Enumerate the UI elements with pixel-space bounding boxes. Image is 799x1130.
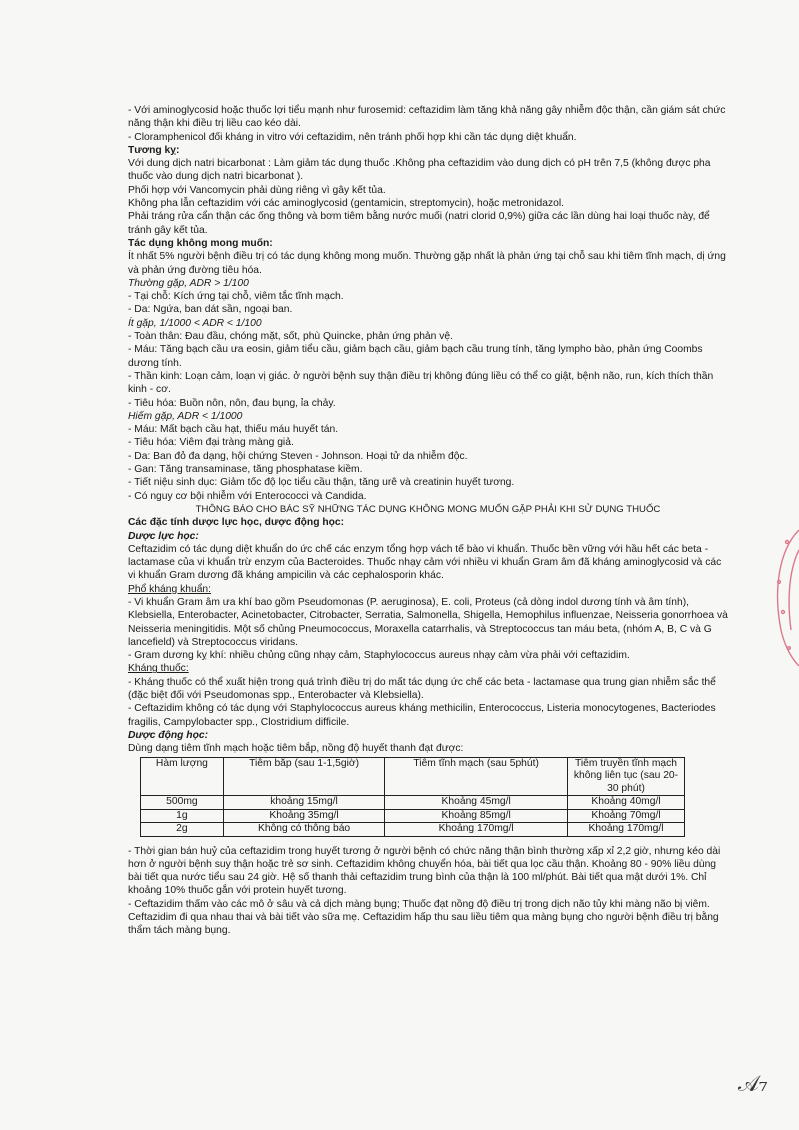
- table-cell: 500mg: [141, 796, 224, 810]
- text-line: Tác dụng không mong muốn:: [128, 237, 273, 249]
- text-line: - Với aminoglycosid hoặc thuốc lợi tiểu mạnh như furosemid: ceftazidim làm tăng khả năng gây nhiễm độc thận, cần giám sát chức năng thận khi điều trị liều cao kéo dài.: [128, 105, 726, 130]
- text-line: - Máu: Tăng bạch cầu ưa eosin, giảm tiểu cầu, giảm bạch cầu, giảm bạch cầu trung tính, tăng lympho bào, phản ứng Coombs dương tính.: [128, 344, 703, 369]
- table-header-cell: Tiêm truyền tĩnh mạch không liên tục (sau 20-30 phút): [568, 757, 685, 796]
- text-line: Ceftazidim có tác dụng diệt khuẩn do ức chế các enzym tổng hợp vách tế bào vi khuẩn. Thuốc bền vững với hầu hết các beta - lactamase của vi khuẩn trừ enzym của Bacteroides. Thuốc nhạy cảm với nhiều vi khuẩn Gram âm đã kháng aminoglycosid và các vi khuẩn Gram dương đã kháng ampicilin và các cephalosporin khác.: [128, 543, 722, 582]
- text-line: - Gram dương kỵ khí: nhiều chủng cũng nhạy cảm, Staphylococcus aureus nhạy cảm vừa phải với ceftazidim.: [128, 650, 630, 662]
- table-cell: Khoảng 170mg/l: [568, 823, 685, 837]
- text-line: Ít nhất 5% người bệnh điều trị có tác dụng không mong muốn. Thường gặp nhất là phản ứng tại chỗ sau khi tiêm tĩnh mạch, dị ứng và phản ứng đường tiêu hóa.: [128, 251, 726, 276]
- text-line: Dùng dạng tiêm tĩnh mạch hoặc tiêm bắp, nồng độ huyết thanh đạt được:: [128, 743, 464, 755]
- text-line: Phối hợp với Vancomycin phải dùng riêng vì gây kết tủa.: [128, 184, 386, 196]
- table-row: [141, 809, 685, 823]
- paragraph: - Thời gian bán huỷ của ceftazidim trong huyết tương ở người bệnh có chức năng thận bình thường xấp xỉ 2,2 giờ, nhưng kéo dài hơn ở người bệnh suy thận hoặc trẻ sơ sinh. Ceftazidim không chuyển hóa, bài tiết qua lọc cầu thận. Khoảng 80 - 90% liều dùng bài tiết qua nước tiểu sau 24 giờ. Hệ số thanh thải ceftazidim trung bình của thận là 100 ml/phút. Bài tiết qua mật dưới 1%. Chỉ khoảng 10% thuốc gắn với protein huyết tương.: [128, 845, 721, 897]
- handwritten-page-mark: 𝒜₇: [738, 1072, 768, 1097]
- table-cell: Khoảng 45mg/l: [385, 796, 568, 810]
- paragraph: - Ceftazidim thấm vào các mô ở sâu và cả dịch màng bụng; Thuốc đạt nồng độ điều trị trong dịch não tủy khi màng não bị viêm. Ceftazidim đi qua nhau thai và bài tiết vào sữa mẹ. Ceftazidim hấp thu sau liều tiêm qua màng bụng cho người bệnh điều trị bằng thẩm tách màng bụng.: [128, 898, 719, 937]
- text-line: Tương kỵ:: [128, 144, 180, 156]
- table-cell: Khoảng 70mg/l: [568, 809, 685, 823]
- text-line: - Da: Ban đỏ đa dạng, hội chứng Steven - Johnson. Hoại tử da nhiễm độc.: [128, 450, 468, 462]
- text-line: - Máu: Mất bạch cầu hạt, thiếu máu huyết tán.: [128, 424, 339, 436]
- table-cell: 1g: [141, 809, 224, 823]
- text-line: Ít gặp, 1/1000 < ADR < 1/100: [128, 317, 262, 329]
- table-cell: Khoảng 85mg/l: [385, 809, 568, 823]
- text-line: Thường gặp, ADR > 1/100: [128, 277, 249, 289]
- text-line: - Kháng thuốc có thể xuất hiện trong quá trình điều trị do mất tác dụng ức chế các beta - lactamase qua trung gian nhiễm sắc thể (đặc biệt đối với Pseudomonas spp., Enterobacter và Klebsiella).: [128, 676, 716, 702]
- text-line: - Gan: Tăng transaminase, tăng phosphatase kiềm.: [128, 464, 363, 476]
- document-lines: [128, 104, 728, 756]
- document-body: [128, 104, 728, 938]
- text-line: - Tiết niệu sinh dục: Giảm tốc độ lọc tiểu cầu thận, tăng urê và creatinin huyết tương.: [128, 477, 515, 489]
- table-cell: 2g: [141, 823, 224, 837]
- red-stamp-fragment: [759, 520, 799, 670]
- table-header-cell: Tiêm bắp (sau 1-1,5giờ): [223, 757, 385, 796]
- table-cell: khoảng 15mg/l: [223, 796, 385, 810]
- text-line: - Toàn thân: Đau đầu, chóng mặt, sốt, phù Quincke, phản ứng phản vệ.: [128, 331, 453, 343]
- text-line: Với dung dịch natri bicarbonat : Làm giảm tác dụng thuốc .Không pha ceftazidim vào dung dịch có pH trên 7,5 (không được pha thuốc vào dung dịch natri bicarbonat ).: [128, 158, 711, 183]
- table-cell: Không có thông báo: [223, 823, 385, 837]
- table-row: [141, 796, 685, 810]
- text-line: - Cloramphenicol đối kháng in vitro với ceftazidim, nên tránh phối hợp khi cần tác dụng diệt khuẩn.: [128, 131, 577, 143]
- text-line: Không pha lẫn ceftazidim với các aminoglycosid (gentamicin, streptomycin), hoặc metronidazol.: [128, 198, 564, 210]
- text-line: Các đặc tính dược lực học, dược động học:: [128, 517, 345, 529]
- table-header-cell: Tiêm tĩnh mạch (sau 5phút): [385, 757, 568, 796]
- table-cell: Khoảng 40mg/l: [568, 796, 685, 810]
- text-line: Kháng thuốc:: [128, 663, 189, 675]
- text-line: Hiếm gặp, ADR < 1/1000: [128, 410, 243, 422]
- concentration-table: [140, 757, 685, 837]
- table-header-row: [141, 757, 685, 796]
- text-line: - Vi khuẩn Gram âm ưa khí bao gồm Pseudomonas (P. aeruginosa), E. coli, Proteus (cả dòng indol dương tính và âm tính), Klebsiella, Enterobacter, Acinetobacter, Citrobacter, Serratia, Salmonella, Shigella, Hemophilus influenzae, Neisseria gonorrhoea và Neisseria meningitidis. Một số chủng Pneumococcus, Moraxella catarrhalis, và Streptococcus tan máu beta, (nhóm A, B, C và G lancefield) và Streptococcus viridans.: [128, 596, 728, 648]
- text-line: - Ceftazidim không có tác dụng với Staphylococcus aureus kháng methicilin, Enterococcus, Listeria monocytogenes, Bacteriodes fragilis, Campylobacter spp., Clostridium difficile.: [128, 703, 716, 728]
- text-line: THÔNG BÁO CHO BÁC SỸ NHỮNG TÁC DỤNG KHÔNG MONG MUỐN GẶP PHẢI KHI SỬ DỤNG THUỐC: [195, 503, 661, 515]
- text-line: - Tiêu hóa: Viêm đại tràng màng giả.: [128, 437, 294, 449]
- table-header-cell: Hàm lượng: [141, 757, 224, 796]
- text-line: Phổ kháng khuẩn:: [128, 583, 212, 595]
- table-cell: Khoảng 170mg/l: [385, 823, 568, 837]
- text-line: - Có nguy cơ bội nhiễm với Enterococci và Candida.: [128, 490, 367, 502]
- text-line: - Da: Ngứa, ban dát sần, ngoại ban.: [128, 304, 293, 316]
- text-line: - Tiêu hóa: Buồn nôn, nôn, đau bụng, ỉa chảy.: [128, 397, 336, 409]
- text-line: Dược lực học:: [128, 530, 199, 542]
- table-row: [141, 823, 685, 837]
- text-line: Phải tráng rửa cẩn thận các ống thông và bơm tiêm bằng nước muối (natri clorid 0,9%) giữa các lần dùng hai loại thuốc này, để tránh gây kết tủa.: [128, 211, 710, 236]
- pharmacokinetics-notes: [128, 845, 728, 938]
- table-cell: Khoảng 35mg/l: [223, 809, 385, 823]
- text-line: - Tại chỗ: Kích ứng tại chỗ, viêm tắc tĩnh mạch.: [128, 291, 344, 303]
- table-body: [141, 796, 685, 837]
- text-line: - Thần kinh: Loạn cảm, loạn vị giác. ở người bệnh suy thận điều trị không đúng liều có thể co giật, bệnh não, run, kích thích thần kinh - cơ.: [128, 370, 714, 396]
- text-line: Dược động học:: [128, 729, 209, 741]
